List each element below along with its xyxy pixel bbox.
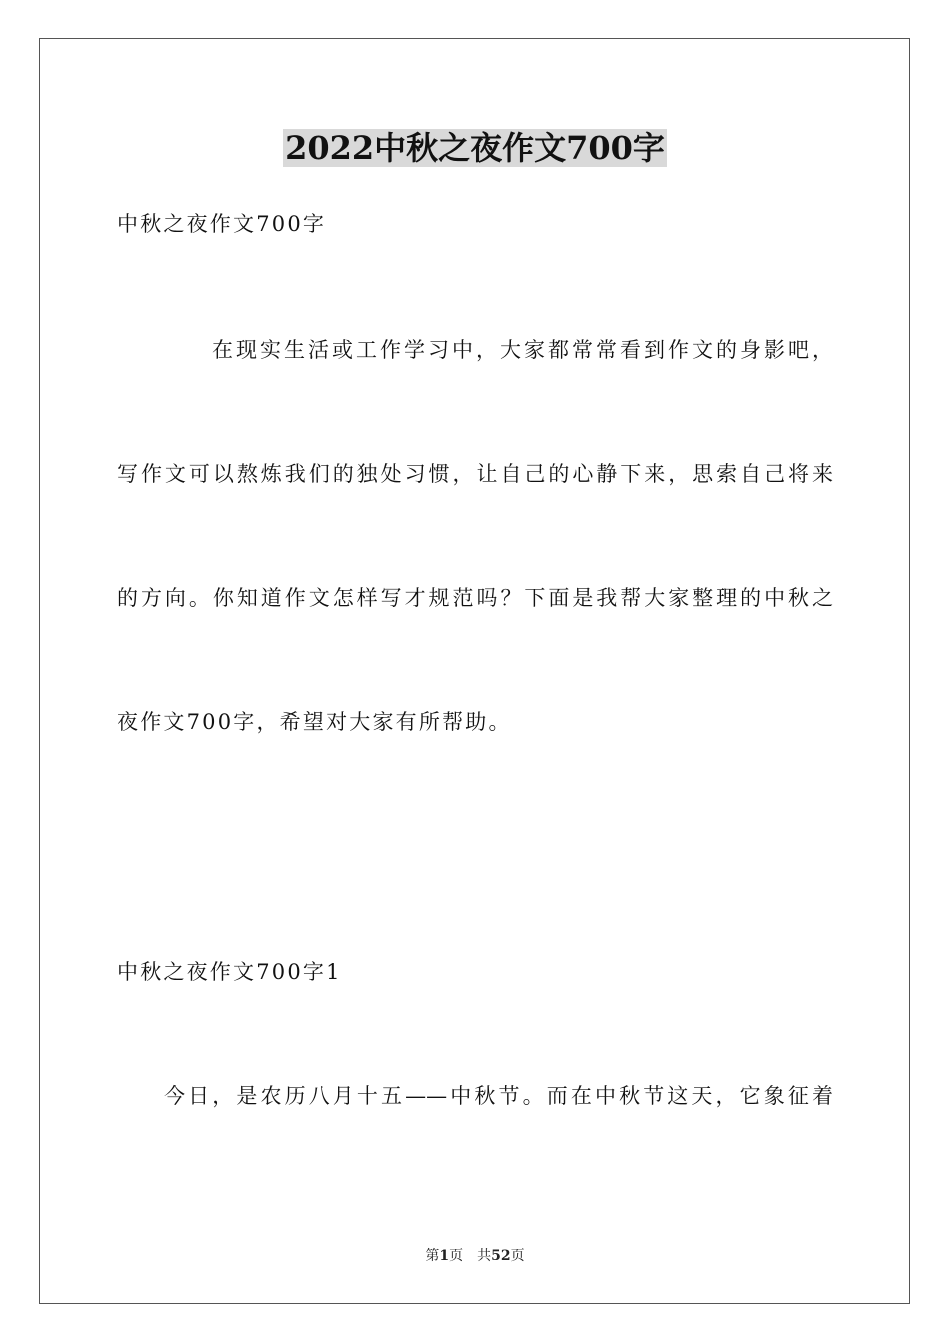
footer-page-number: 1 (439, 1248, 450, 1264)
footer-page-suffix: 页 (449, 1248, 464, 1264)
paragraph-line-4: 夜作文700字，希望对大家有所帮助。 (117, 710, 512, 734)
section-paragraph-line-1: 今日，是农历八月十五——中秋节。而在中秋节这天，它象征着 (164, 1084, 833, 1108)
paragraph-line-2: 写作文可以熬炼我们的独处习惯，让自己的心静下来，思索自己将来 (117, 462, 833, 486)
paragraph-line-1: 在现实生活或工作学习中，大家都常常看到作文的身影吧， (212, 338, 833, 362)
footer-prefix: 第 (425, 1248, 440, 1264)
page-footer (0, 1247, 950, 1265)
footer-total-suffix: 页 (510, 1248, 525, 1264)
section-heading: 中秋之夜作文700字1 (117, 960, 342, 984)
document-title-text: 2022中秋之夜作文700字 (285, 129, 665, 167)
footer-total-prefix: 共 (477, 1248, 492, 1264)
document-title (0, 128, 950, 168)
document-subtitle: 中秋之夜作文700字 (117, 212, 327, 236)
paragraph-line-3: 的方向。你知道作文怎样写才规范吗？下面是我帮大家整理的中秋之 (117, 586, 833, 610)
footer-total-pages: 52 (491, 1248, 511, 1264)
